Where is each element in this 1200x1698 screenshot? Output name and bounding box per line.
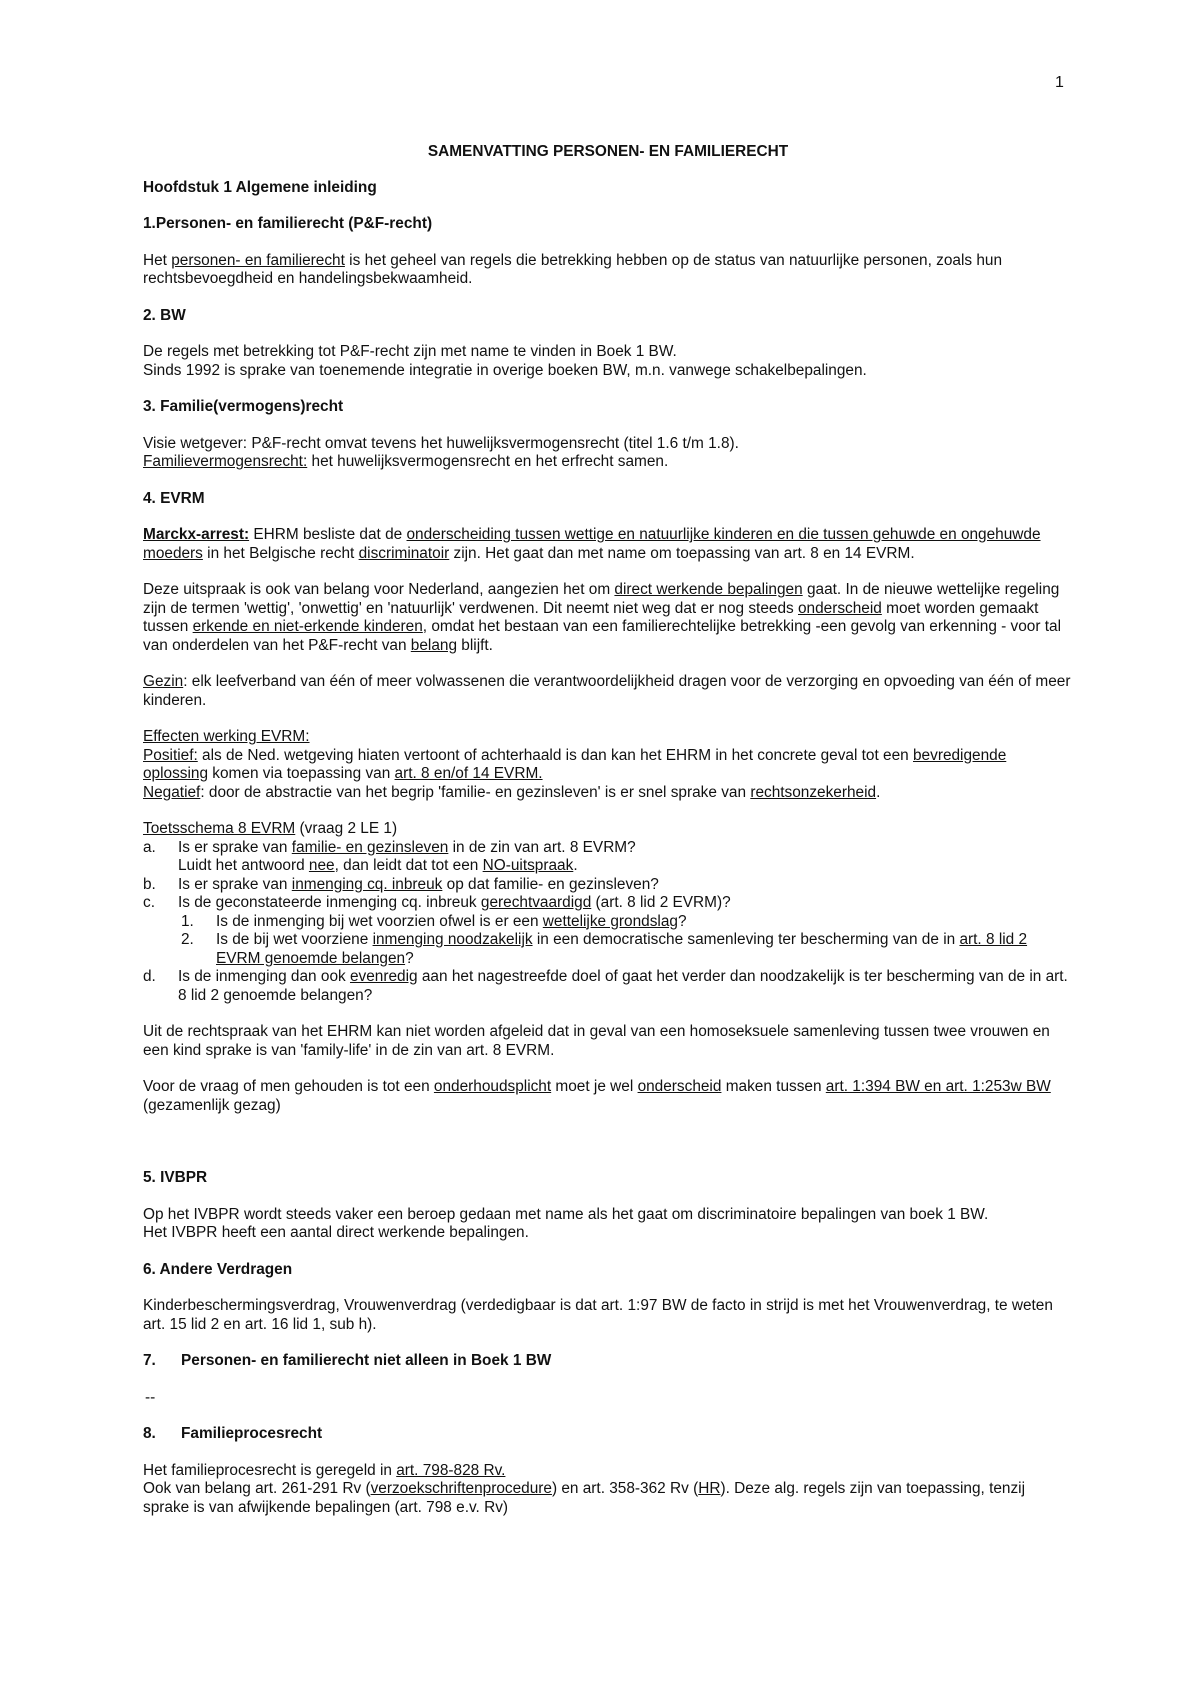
toetsschema-list (143, 820, 1073, 1005)
text: , omdat het bestaan van een familierechtelijke betrekking -een gevolg van erkenning - voor tal van onderdelen van het P&F-recht van (143, 618, 1062, 654)
text: Deze uitspraak is ook van belang voor Nederland, aangezien het om (143, 581, 615, 598)
text: blijft. (457, 636, 493, 654)
list-marker: b. (143, 875, 156, 893)
section-6-heading: 6. Andere Verdragen (143, 1260, 293, 1278)
text: . (876, 783, 881, 801)
text: in een democratische samenleving ter bescherming van de in (532, 931, 960, 948)
term: wettelijke grondslag (542, 912, 678, 930)
text: , dan leidt dat tot een (334, 857, 483, 874)
text: Is de bij wet voorziene (216, 931, 373, 948)
term: personen- en familierecht (171, 251, 345, 269)
section-number: 7. (143, 1352, 156, 1369)
text: moet worden gemaakt tussen (143, 599, 1039, 635)
term: inmenging noodzakelijk (372, 931, 533, 948)
term: onderscheiding tussen wettige en natuurlijke kinderen en die tussen gehuwde en ongehuwde moeders (143, 526, 1041, 562)
spacer (143, 1133, 1073, 1169)
chapter-heading: Hoofdstuk 1 Algemene inleiding (143, 178, 377, 196)
term: gerechtvaardigd (480, 894, 592, 911)
text: Het familieprocesrecht is geregeld in (143, 1461, 397, 1479)
text: EHRM besliste dat de (249, 526, 407, 543)
term: inmenging cq. inbreuk (291, 875, 443, 893)
onderhoudsplicht-paragraph (143, 1078, 1073, 1115)
term: Negatief (143, 783, 201, 801)
rechtspraak-paragraph: Uit de rechtspraak van het EHRM kan niet worden afgeleid dat in geval van een homoseksuele samenleving tussen twee vrouwen en een kind sprake is van 'family-life' in de zin van art. 8 EVRM. (143, 1023, 1050, 1059)
term: Familievermogensrecht: (143, 453, 308, 470)
heading-text: Familieprocesrecht (181, 1425, 323, 1442)
term: onderscheid (637, 1078, 722, 1095)
text: Is de inmenging dan ook (178, 968, 350, 985)
text-line: Visie wetgever: P&F-recht omvat tevens het huwelijksvermogensrecht (titel 1.6 t/m 1.8). (143, 434, 739, 452)
text-line (143, 1462, 1073, 1481)
text: aan het nagestreefde doel of gaat het verder dan noodzakelijk is ter bescherming van de in art. 8 lid 2 genoemde belangen? (178, 968, 1068, 1004)
text: in het Belgische recht (202, 544, 359, 562)
text: Is er sprake van (178, 875, 292, 893)
list-item (143, 839, 1073, 876)
term: Positief: (143, 746, 198, 764)
text: ? (677, 912, 687, 930)
text: Voor de vraag of men gehouden is tot een (143, 1078, 434, 1095)
term: bevredigende oplossing (143, 746, 1007, 782)
term: verzoekschriftenprocedure (370, 1480, 552, 1497)
sub-list-item (143, 913, 1073, 932)
term: familie- en gezinsleven (291, 838, 449, 856)
section-7-paragraph: -- (145, 1388, 156, 1406)
list-marker: c. (143, 894, 155, 911)
term: nee (308, 857, 335, 874)
text: Luidt het antwoord (178, 857, 309, 874)
text: Is de inmenging bij wet voorzien ofwel is er een (216, 912, 543, 930)
text: op dat familie- en gezinsleven? (442, 875, 659, 893)
text: moet je wel (551, 1078, 638, 1095)
list-marker: a. (143, 838, 156, 856)
term: discriminatoir (358, 544, 450, 562)
section-2-heading: 2. BW (143, 306, 186, 324)
text: ). Deze alg. regels zijn van toepassing, tenzij sprake is van afwijkende bepalingen (art. 798 e.v. Rv) (143, 1480, 1026, 1516)
list-marker: 1. (181, 912, 194, 930)
text-line: Sinds 1992 is sprake van toenemende integratie in overige boeken BW, m.n. vanwege schakelbepalingen. (143, 361, 867, 379)
text: maken tussen (721, 1078, 826, 1095)
uitspraak-paragraph (143, 581, 1073, 655)
section-3-paragraph (143, 435, 1073, 472)
term: evenredig (349, 968, 418, 985)
list-marker: 2. (181, 931, 194, 948)
text: Is er sprake van (178, 838, 292, 856)
text: . (573, 857, 578, 874)
section-8-heading (143, 1425, 1073, 1444)
section-8-paragraph (143, 1462, 1073, 1518)
text: het huwelijksvermogensrecht en het erfrecht samen. (307, 453, 669, 470)
term: art. 1:394 BW en art. 1:253w BW (825, 1078, 1051, 1095)
heading-text: Personen- en familierecht niet alleen in Boek 1 BW (181, 1352, 552, 1369)
subheading: Effecten werking EVRM: (143, 728, 310, 745)
text: gaat. In de nieuwe wettelijke regeling zijn de termen 'wettig', 'onwettig' en 'natuurlijk' verdwenen. Dit neemt niet weg dat er nog steeds (143, 581, 1060, 617)
text: (gezamenlijk gezag) (143, 1096, 281, 1114)
term: onderscheid (797, 599, 882, 617)
section-4-heading: 4. EVRM (143, 489, 205, 507)
text: in de zin van art. 8 EVRM? (448, 838, 636, 856)
text: : door de abstractie van het begrip 'familie- en gezinsleven' is er snel sprake van (200, 783, 751, 801)
section-1-paragraph (143, 252, 1073, 289)
text: komen via toepassing van (208, 765, 395, 782)
section-7-heading (143, 1352, 1073, 1371)
list-item (143, 968, 1073, 1005)
text-line: Het IVBPR heeft een aantal direct werkende bepalingen. (143, 1224, 529, 1241)
section-5-paragraph (143, 1206, 1073, 1243)
text: zijn. Het gaat dan met name om toepassing van art. 8 en 14 EVRM. (449, 544, 915, 562)
positief-line (143, 747, 1073, 784)
section-3-heading: 3. Familie(vermogens)recht (143, 398, 344, 415)
text: ) en art. 358-362 Rv ( (551, 1480, 699, 1497)
document-body (143, 143, 1073, 1535)
text-line: De regels met betrekking tot P&F-recht zijn met name te vinden in Boek 1 BW. (143, 343, 677, 360)
text: (vraag 2 LE 1) (295, 820, 398, 837)
term: NO-uitspraak (482, 857, 574, 874)
section-2-paragraph (143, 343, 1073, 380)
term: erkende en niet-erkende kinderen (192, 618, 423, 635)
section-1-heading: 1.Personen- en familierecht (P&F-recht) (143, 215, 433, 232)
term: rechtsonzekerheid (750, 783, 877, 801)
term: Marckx-arrest: (143, 526, 250, 543)
text-line: Op het IVBPR wordt steeds vaker een beroep gedaan met name als het gaat om discriminatoire bepalingen van boek 1 BW. (143, 1205, 989, 1223)
text: Het (143, 251, 172, 269)
text: Is de geconstateerde inmenging cq. inbreuk (178, 894, 481, 911)
term: HR (698, 1480, 721, 1497)
text: Ook van belang art. 261-291 Rv ( (143, 1480, 371, 1497)
text: als de Ned. wetgeving hiaten vertoont of achterhaald is dan kan het EHRM in het concrete geval tot een (197, 746, 913, 764)
term: art. 8 en/of 14 EVRM. (394, 765, 543, 782)
text: (art. 8 lid 2 EVRM)? (591, 894, 731, 911)
section-number: 8. (143, 1425, 156, 1442)
term: art. 798-828 Rv. (396, 1461, 506, 1479)
document-title: SAMENVATTING PERSONEN- EN FAMILIERECHT (427, 143, 789, 160)
term: Toetsschema 8 EVRM (143, 820, 296, 837)
effecten-paragraph (143, 728, 1073, 802)
text-line (143, 453, 1073, 472)
list-item (143, 894, 1073, 913)
section-6-paragraph: Kinderbeschermingsverdrag, Vrouwenverdrag (verdedigbaar is dat art. 1:97 BW de facto in strijd is met het Vrouwenverdrag, te weten art. 15 lid 2 en art. 16 lid 1, sub h). (143, 1297, 1053, 1333)
gezin-paragraph (143, 673, 1073, 710)
term: Gezin (143, 673, 184, 690)
toetsschema-heading (143, 820, 1073, 839)
text-line (143, 1480, 1073, 1517)
term: belang (410, 636, 458, 654)
negatief-line (143, 784, 1073, 803)
page-number: 1 (1055, 74, 1064, 91)
marckx-paragraph (143, 526, 1073, 563)
section-5-heading: 5. IVBPR (143, 1169, 208, 1186)
term: art. 8 lid 2 EVRM genoemde belangen (216, 931, 1028, 967)
list-item (143, 876, 1073, 895)
list-marker: d. (143, 968, 156, 985)
term: direct werkende bepalingen (614, 581, 803, 598)
text: ? (405, 949, 414, 967)
text: is het geheel van regels die betrekking hebben op de status van natuurlijke personen, zoals hun rechtsbevoegdheid en handelingsbekwaamheid. (143, 251, 1003, 287)
sub-list-item (143, 931, 1073, 968)
text: : elk leefverband van één of meer volwassenen die verantwoordelijkheid dragen voor de verzorging en opvoeding van één of meer kinderen. (143, 673, 1071, 709)
term: onderhoudsplicht (433, 1078, 552, 1095)
